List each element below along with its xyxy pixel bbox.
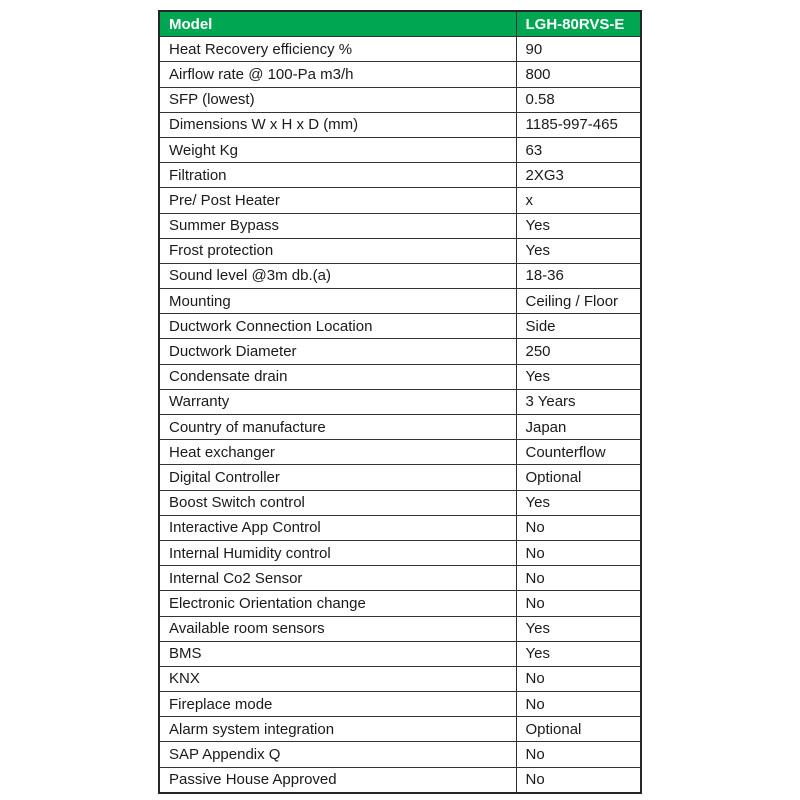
table-row <box>159 137 641 162</box>
table-row <box>159 389 641 414</box>
model-header-value: LGH-80RVS-E <box>516 11 641 37</box>
spec-label: Condensate drain <box>159 364 516 389</box>
spec-label: Airflow rate @ 100-Pa m3/h <box>159 62 516 87</box>
spec-value: Japan <box>516 415 641 440</box>
spec-label: Warranty <box>159 389 516 414</box>
table-row <box>159 616 641 641</box>
spec-value: 250 <box>516 339 641 364</box>
spec-value: 1185-997-465 <box>516 112 641 137</box>
table-row <box>159 591 641 616</box>
spec-value: No <box>516 692 641 717</box>
spec-value: No <box>516 767 641 793</box>
spec-value: No <box>516 566 641 591</box>
spec-value: Ceiling / Floor <box>516 289 641 314</box>
table-row <box>159 263 641 288</box>
spec-label: SFP (lowest) <box>159 87 516 112</box>
spec-value: Optional <box>516 717 641 742</box>
spec-label: Fireplace mode <box>159 692 516 717</box>
spec-table-header <box>159 11 641 37</box>
table-row <box>159 112 641 137</box>
spec-label: Passive House Approved <box>159 767 516 793</box>
spec-value: Yes <box>516 238 641 263</box>
table-row <box>159 540 641 565</box>
spec-value: No <box>516 666 641 691</box>
table-row <box>159 440 641 465</box>
spec-value: 3 Years <box>516 389 641 414</box>
table-row <box>159 188 641 213</box>
table-row <box>159 314 641 339</box>
spec-value: x <box>516 188 641 213</box>
table-row <box>159 666 641 691</box>
table-row <box>159 465 641 490</box>
spec-table-body <box>159 37 641 793</box>
spec-label: Mounting <box>159 289 516 314</box>
spec-value: Yes <box>516 364 641 389</box>
spec-label: Heat exchanger <box>159 440 516 465</box>
spec-label: KNX <box>159 666 516 691</box>
table-row <box>159 767 641 793</box>
table-row <box>159 37 641 62</box>
table-row <box>159 515 641 540</box>
table-row <box>159 289 641 314</box>
table-row <box>159 415 641 440</box>
spec-label: Electronic Orientation change <box>159 591 516 616</box>
spec-value: Yes <box>516 616 641 641</box>
spec-label: Alarm system integration <box>159 717 516 742</box>
table-row <box>159 742 641 767</box>
table-row <box>159 213 641 238</box>
spec-label: Dimensions W x H x D (mm) <box>159 112 516 137</box>
spec-label: Filtration <box>159 163 516 188</box>
spec-value: No <box>516 540 641 565</box>
spec-label: Ductwork Diameter <box>159 339 516 364</box>
spec-value: Side <box>516 314 641 339</box>
spec-label: Summer Bypass <box>159 213 516 238</box>
table-row <box>159 62 641 87</box>
spec-value: 2XG3 <box>516 163 641 188</box>
table-row <box>159 641 641 666</box>
spec-label: Sound level @3m db.(a) <box>159 263 516 288</box>
spec-label: SAP Appendix Q <box>159 742 516 767</box>
spec-value: Yes <box>516 490 641 515</box>
spec-label: Heat Recovery efficiency % <box>159 37 516 62</box>
spec-label: Internal Co2 Sensor <box>159 566 516 591</box>
spec-value: 63 <box>516 137 641 162</box>
spec-label: Ductwork Connection Location <box>159 314 516 339</box>
header-row <box>159 11 641 37</box>
model-header-label: Model <box>159 11 516 37</box>
table-row <box>159 238 641 263</box>
spec-label: Weight Kg <box>159 137 516 162</box>
spec-value: 0.58 <box>516 87 641 112</box>
spec-value: Counterflow <box>516 440 641 465</box>
spec-label: Pre/ Post Heater <box>159 188 516 213</box>
product-spec-table <box>158 10 642 794</box>
spec-value: No <box>516 742 641 767</box>
table-row <box>159 339 641 364</box>
table-row <box>159 163 641 188</box>
table-row <box>159 692 641 717</box>
spec-value: Yes <box>516 641 641 666</box>
spec-label: Frost protection <box>159 238 516 263</box>
spec-label: Available room sensors <box>159 616 516 641</box>
spec-value: Optional <box>516 465 641 490</box>
spec-label: Internal Humidity control <box>159 540 516 565</box>
spec-label: Boost Switch control <box>159 490 516 515</box>
spec-label: Interactive App Control <box>159 515 516 540</box>
spec-value: No <box>516 515 641 540</box>
table-row <box>159 490 641 515</box>
spec-value: 18-36 <box>516 263 641 288</box>
spec-value: Yes <box>516 213 641 238</box>
spec-label: BMS <box>159 641 516 666</box>
spec-label: Country of manufacture <box>159 415 516 440</box>
spec-label: Digital Controller <box>159 465 516 490</box>
spec-value: 90 <box>516 37 641 62</box>
spec-value: 800 <box>516 62 641 87</box>
table-row <box>159 87 641 112</box>
spec-value: No <box>516 591 641 616</box>
table-row <box>159 364 641 389</box>
table-row <box>159 566 641 591</box>
table-row <box>159 717 641 742</box>
